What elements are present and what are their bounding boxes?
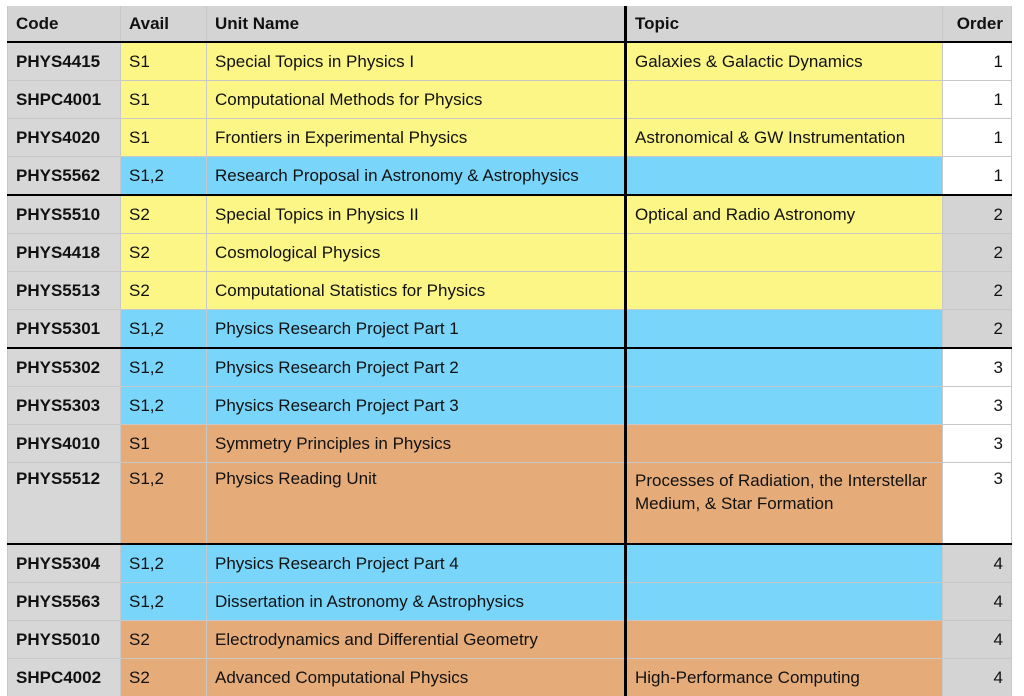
cell-topic[interactable]: Astronomical & GW Instrumentation xyxy=(626,119,943,157)
cell-topic[interactable] xyxy=(626,157,943,196)
cell-topic[interactable] xyxy=(626,544,943,583)
cell-unit-name[interactable]: Physics Research Project Part 4 xyxy=(207,544,626,583)
cell-topic[interactable] xyxy=(626,81,943,119)
cell-code[interactable]: PHYS4020 xyxy=(8,119,121,157)
cell-avail[interactable]: S1 xyxy=(121,42,207,81)
cell-code[interactable]: PHYS5010 xyxy=(8,621,121,659)
cell-unit-name[interactable]: Physics Research Project Part 3 xyxy=(207,387,626,425)
cell-topic[interactable] xyxy=(626,621,943,659)
table-row xyxy=(8,544,1012,583)
cell-unit-name[interactable]: Physics Research Project Part 1 xyxy=(207,310,626,349)
header-order[interactable]: Order xyxy=(943,6,1012,42)
cell-avail[interactable]: S1 xyxy=(121,81,207,119)
cell-code[interactable]: PHYS4418 xyxy=(8,234,121,272)
table-row xyxy=(8,119,1012,157)
cell-topic[interactable]: Galaxies & Galactic Dynamics xyxy=(626,42,943,81)
table-row xyxy=(8,583,1012,621)
cell-topic[interactable] xyxy=(626,272,943,310)
cell-code[interactable]: PHYS4415 xyxy=(8,42,121,81)
cell-code[interactable]: PHYS4010 xyxy=(8,425,121,463)
header-avail[interactable]: Avail xyxy=(121,6,207,42)
cell-order[interactable]: 2 xyxy=(943,195,1012,234)
cell-code[interactable]: PHYS5302 xyxy=(8,348,121,387)
cell-topic[interactable]: Processes of Radiation, the Interstellar Medium, & Star Formation xyxy=(626,463,943,545)
cell-unit-name[interactable]: Research Proposal in Astronomy & Astrophysics xyxy=(207,157,626,196)
cell-avail[interactable]: S1,2 xyxy=(121,157,207,196)
cell-code[interactable]: SHPC4001 xyxy=(8,81,121,119)
table-row xyxy=(8,425,1012,463)
cell-order[interactable]: 3 xyxy=(943,463,1012,545)
cell-order[interactable]: 4 xyxy=(943,583,1012,621)
table-row xyxy=(8,272,1012,310)
cell-avail[interactable]: S2 xyxy=(121,234,207,272)
cell-avail[interactable]: S1,2 xyxy=(121,348,207,387)
cell-topic[interactable] xyxy=(626,234,943,272)
cell-code[interactable]: PHYS5562 xyxy=(8,157,121,196)
table-row xyxy=(8,463,1012,545)
cell-order[interactable]: 1 xyxy=(943,157,1012,196)
header-row xyxy=(8,6,1012,42)
cell-code[interactable]: PHYS5513 xyxy=(8,272,121,310)
table-row xyxy=(8,310,1012,349)
table-row xyxy=(8,42,1012,81)
cell-topic[interactable]: Optical and Radio Astronomy xyxy=(626,195,943,234)
cell-order[interactable]: 3 xyxy=(943,387,1012,425)
header-code[interactable]: Code xyxy=(8,6,121,42)
header-topic[interactable]: Topic xyxy=(626,6,943,42)
cell-unit-name[interactable]: Computational Statistics for Physics xyxy=(207,272,626,310)
cell-code[interactable]: PHYS5563 xyxy=(8,583,121,621)
cell-code[interactable]: PHYS5510 xyxy=(8,195,121,234)
cell-unit-name[interactable]: Special Topics in Physics I xyxy=(207,42,626,81)
cell-avail[interactable]: S2 xyxy=(121,659,207,696)
cell-code[interactable]: PHYS5303 xyxy=(8,387,121,425)
cell-order[interactable]: 4 xyxy=(943,621,1012,659)
cell-topic[interactable] xyxy=(626,425,943,463)
cell-unit-name[interactable]: Dissertation in Astronomy & Astrophysics xyxy=(207,583,626,621)
cell-avail[interactable]: S2 xyxy=(121,272,207,310)
cell-code[interactable]: PHYS5304 xyxy=(8,544,121,583)
cell-order[interactable]: 3 xyxy=(943,425,1012,463)
cell-avail[interactable]: S1,2 xyxy=(121,310,207,349)
cell-order[interactable]: 1 xyxy=(943,119,1012,157)
cell-code[interactable]: PHYS5512 xyxy=(8,463,121,545)
cell-avail[interactable]: S2 xyxy=(121,621,207,659)
cell-topic[interactable] xyxy=(626,583,943,621)
cell-avail[interactable]: S1,2 xyxy=(121,387,207,425)
table-row xyxy=(8,387,1012,425)
cell-avail[interactable]: S1,2 xyxy=(121,544,207,583)
cell-unit-name[interactable]: Symmetry Principles in Physics xyxy=(207,425,626,463)
cell-unit-name[interactable]: Special Topics in Physics II xyxy=(207,195,626,234)
cell-unit-name[interactable]: Physics Reading Unit xyxy=(207,463,626,545)
cell-avail[interactable]: S1,2 xyxy=(121,583,207,621)
cell-order[interactable]: 1 xyxy=(943,81,1012,119)
cell-topic[interactable] xyxy=(626,310,943,349)
cell-unit-name[interactable]: Physics Research Project Part 2 xyxy=(207,348,626,387)
cell-unit-name[interactable]: Electrodynamics and Differential Geometry xyxy=(207,621,626,659)
units-table xyxy=(7,6,1012,696)
table-row xyxy=(8,621,1012,659)
table-row xyxy=(8,157,1012,196)
cell-order[interactable]: 2 xyxy=(943,272,1012,310)
cell-code[interactable]: SHPC4002 xyxy=(8,659,121,696)
cell-avail[interactable]: S1 xyxy=(121,425,207,463)
cell-unit-name[interactable]: Advanced Computational Physics xyxy=(207,659,626,696)
header-unit-name[interactable]: Unit Name xyxy=(207,6,626,42)
cell-topic[interactable] xyxy=(626,348,943,387)
cell-order[interactable]: 1 xyxy=(943,42,1012,81)
table-row xyxy=(8,234,1012,272)
cell-order[interactable]: 2 xyxy=(943,234,1012,272)
cell-avail[interactable]: S1,2 xyxy=(121,463,207,545)
cell-order[interactable]: 2 xyxy=(943,310,1012,349)
cell-unit-name[interactable]: Computational Methods for Physics xyxy=(207,81,626,119)
cell-unit-name[interactable]: Frontiers in Experimental Physics xyxy=(207,119,626,157)
cell-unit-name[interactable]: Cosmological Physics xyxy=(207,234,626,272)
table-row xyxy=(8,659,1012,696)
cell-code[interactable]: PHYS5301 xyxy=(8,310,121,349)
cell-order[interactable]: 3 xyxy=(943,348,1012,387)
cell-avail[interactable]: S1 xyxy=(121,119,207,157)
table-row xyxy=(8,81,1012,119)
cell-order[interactable]: 4 xyxy=(943,544,1012,583)
cell-avail[interactable]: S2 xyxy=(121,195,207,234)
table-row xyxy=(8,195,1012,234)
cell-topic[interactable]: High-Performance Computing xyxy=(626,659,943,696)
table-row xyxy=(8,348,1012,387)
cell-topic[interactable] xyxy=(626,387,943,425)
cell-order[interactable]: 4 xyxy=(943,659,1012,696)
